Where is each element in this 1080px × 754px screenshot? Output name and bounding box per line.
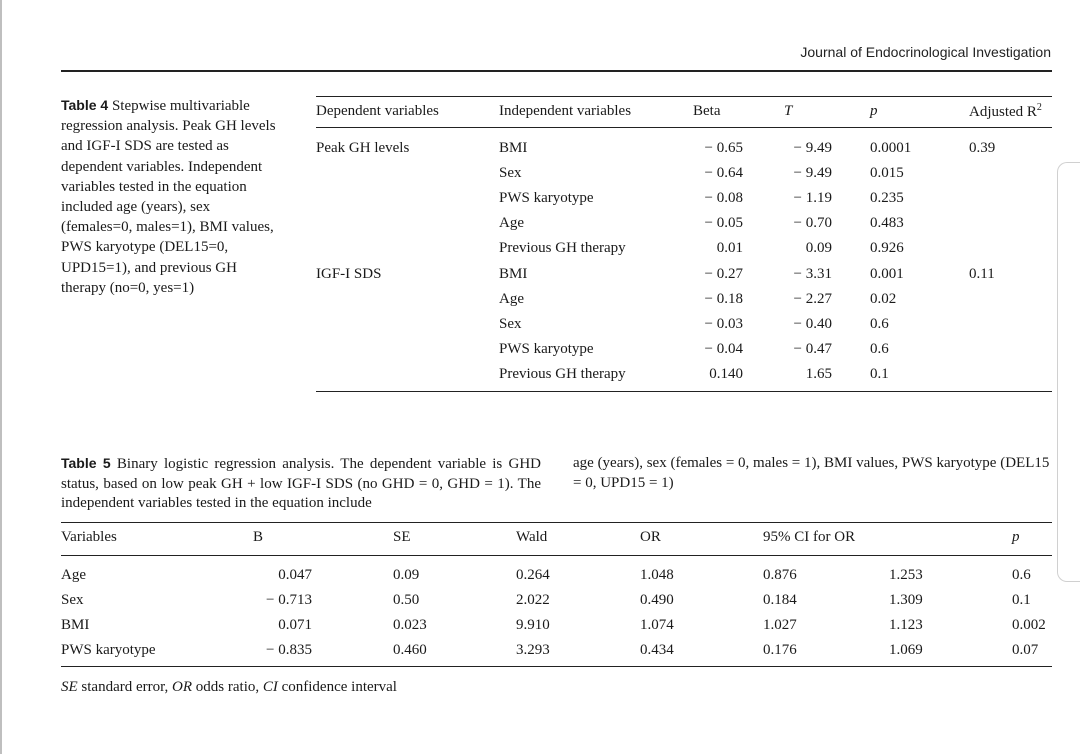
t5-ci-high: 1.309 [889,592,923,608]
t4-header-adj-r2-text: Adjusted R [969,104,1037,120]
t4-independent-var: PWS karyotype [499,340,594,357]
table5-footnote [61,679,397,696]
table5-header-rule [61,555,1052,556]
t4-beta: − 0.03 [704,315,743,332]
t5-p: 0.6 [1012,567,1031,583]
t5-se: 0.50 [393,592,420,608]
table5-label: Table 5 [61,455,111,471]
t4-p-value: 0.001 [870,265,904,282]
t4-beta: − 0.18 [704,290,743,307]
t4-t-value: − 0.47 [793,340,832,357]
t4-independent-var: Previous GH therapy [499,365,626,382]
t5-ci-low: 0.176 [763,642,797,658]
page-edge [0,0,2,754]
t5-variable: Age [61,567,86,583]
t5-header-se: SE [393,529,411,545]
t4-p-value: 0.926 [870,240,904,257]
t4-p-value: 0.6 [870,315,889,332]
t4-beta: − 0.04 [704,340,743,357]
t5-wald: 3.293 [516,642,550,658]
t5-variable: PWS karyotype [61,642,156,658]
t5-ci-high: 1.123 [889,617,923,633]
t5-se: 0.023 [393,617,427,633]
t4-adj-r2: 0.11 [969,265,995,282]
t4-beta: − 0.64 [704,165,743,182]
footnote-ci-abbr: CI [262,679,278,695]
t5-p: 0.1 [1012,592,1031,608]
t5-ci-low: 0.184 [763,592,797,608]
t5-ci-low: 0.876 [763,567,797,583]
t4-p-value: 0.0001 [870,140,912,156]
t4-independent-var: Age [499,290,524,307]
t5-b: − 0.835 [266,642,312,658]
t4-t-value: − 0.70 [793,215,832,232]
t4-header-r2-sup: 2 [1036,102,1042,113]
table5-caption-text: Binary logistic regression analysis. The dependent variable is GHD status, based on low peak GH + low IGF-I SDS (no GHD = 0, GHD = 1). The independent variables tested in the equation include [61,456,541,511]
t4-p-value: 0.015 [870,165,904,182]
t5-or: 1.074 [640,617,674,633]
t4-independent-var: Previous GH therapy [499,240,626,257]
t4-t-value: − 2.27 [793,290,832,307]
t5-header-variables: Variables [61,529,117,545]
t4-t-value: − 1.19 [793,190,832,207]
table4-caption [61,95,283,298]
t5-header-or: OR [640,529,661,545]
t5-b: 0.047 [278,567,312,583]
side-scroll-tab[interactable] [1057,162,1080,582]
table5-caption [61,454,541,514]
t5-b: − 0.713 [266,592,312,608]
t5-or: 1.048 [640,567,674,583]
table5-caption-continued: age (years), sex (females = 0, males = 1), BMI values, PWS karyotype (DEL15 = 0, UPD15 = 1) [573,455,1050,491]
table4-bottom-rule [316,391,1052,392]
t4-beta: − 0.05 [704,215,743,232]
t5-b: 0.071 [278,617,312,633]
t4-independent-var: BMI [499,265,528,282]
t4-p-value: 0.02 [870,290,897,307]
t4-beta: 0.140 [709,365,743,382]
t4-p-value: 0.235 [870,190,904,207]
t5-header-wald: Wald [516,529,548,545]
journal-header: Journal of Endocrinological Investigation [800,44,1051,60]
t5-wald: 9.910 [516,617,550,633]
t5-se: 0.460 [393,642,427,658]
t5-p: 0.07 [1012,642,1039,658]
table4-caption-text: Stepwise multivariable regression analysis. Peak GH levels and IGF-I SDS are tested as dependent variables. Independent variables tested in the equation included age (years), sex (females=0, males=1), BMI values, PWS karyotype (DEL15=0, UPD15=1), and previous GH therapy (no=0, yes=1) [61,98,276,296]
t4-t-value: − 3.31 [793,265,832,282]
t4-beta: − 0.65 [704,140,743,156]
t4-independent-var: Sex [499,165,522,182]
t4-p-value: 0.1 [870,365,889,382]
t5-header-ci: 95% CI for OR [763,529,856,545]
t4-dependent-var: IGF-I SDS [316,265,382,282]
footnote-se-abbr: SE [61,679,78,695]
t5-se: 0.09 [393,567,420,583]
table5-top-rule [61,522,1052,523]
t4-beta: − 0.27 [704,265,743,282]
t4-p-value: 0.6 [870,340,889,357]
table5-bottom-rule [61,666,1052,667]
t4-p-value: 0.483 [870,215,904,232]
t4-header-dependent: Dependent variables [316,103,439,119]
t4-independent-var: Sex [499,315,522,332]
t4-t-value: − 9.49 [793,140,832,156]
t4-independent-var: PWS karyotype [499,190,594,207]
t5-ci-high: 1.069 [889,642,923,658]
t4-header-p: p [870,103,878,119]
t4-header-beta: Beta [693,103,721,119]
t4-beta: 0.01 [716,240,743,257]
table4-header-rule [316,127,1052,128]
t5-wald: 2.022 [516,592,550,608]
t4-header-t: T [784,103,793,119]
t5-ci-high: 1.253 [889,567,923,583]
table4-label: Table 4 [61,97,109,113]
t4-beta: − 0.08 [704,190,743,207]
t4-t-value: 1.65 [805,365,832,382]
t4-t-value: − 0.40 [793,315,832,332]
t5-or: 0.434 [640,642,674,658]
t4-adj-r2: 0.39 [969,140,996,156]
footnote-or-def: odds ratio, [192,679,263,695]
t4-header-independent: Independent variables [499,103,632,119]
t4-independent-var: Age [499,215,524,232]
t4-dependent-var: Peak GH levels [316,140,410,156]
footnote-or-abbr: OR [172,679,193,695]
t5-header-b: B [253,529,264,545]
t4-independent-var: BMI [499,140,528,156]
footnote-ci-def: confidence interval [277,679,397,695]
t5-ci-low: 1.027 [763,617,797,633]
header-rule [61,70,1052,72]
t5-variable: Sex [61,592,84,608]
t4-t-value: − 9.49 [793,165,832,182]
t4-t-value: 0.09 [805,240,832,257]
t5-p: 0.002 [1012,617,1046,633]
t5-wald: 0.264 [516,567,550,583]
table4-top-rule [316,96,1052,97]
t5-header-p: p [1012,529,1020,545]
t5-variable: BMI [61,617,90,633]
t4-header-adj-r2 [969,102,1042,121]
footnote-se-def: standard error, [77,679,173,695]
t5-or: 0.490 [640,592,674,608]
